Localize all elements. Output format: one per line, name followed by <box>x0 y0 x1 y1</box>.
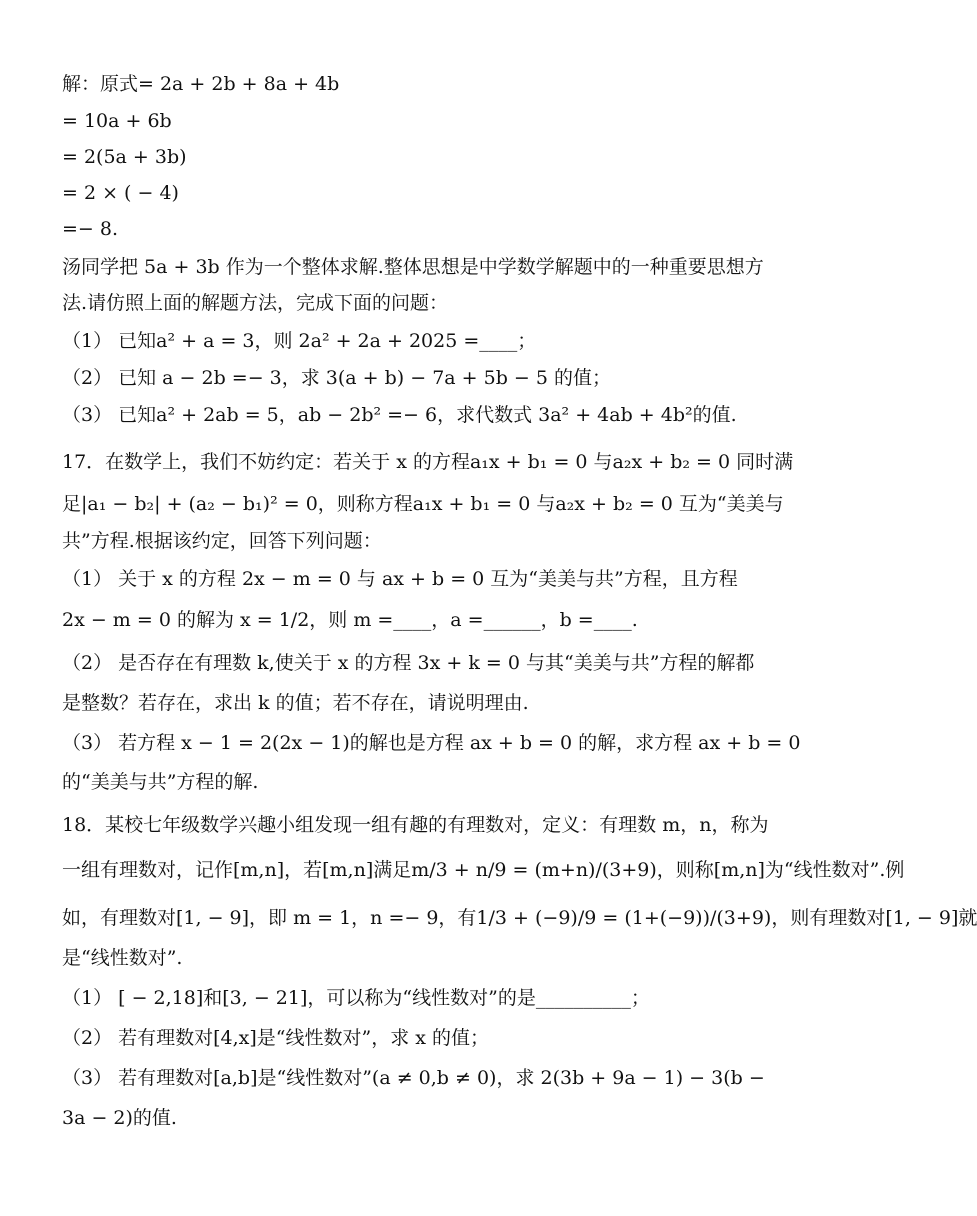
question-part: （3） 若有理数对[a,b]是“线性数对”(a ≠ 0,b ≠ 0)，求 2(3b + 9a − 1) − 3(b − <box>62 1067 765 1089</box>
text-line: 共”方程.根据该约定，回答下列问题： <box>62 530 382 552</box>
text-line: = 2 × ( − 4) <box>62 182 179 204</box>
text-line: 3a − 2)的值. <box>62 1107 177 1129</box>
text-line: 是“线性数对”. <box>62 947 183 969</box>
text-line: 一组有理数对，记作[m,n]，若[m,n]满足m/3 + n/9 = (m+n)/(3+9)，则称[m,n]为“线性数对”.例 <box>62 859 905 881</box>
question-part: （2） 已知 a − 2b =− 3，求 3(a + b) − 7a + 5b − 5 的值； <box>62 367 611 389</box>
question-part: （1） [ − 2,18]和[3, − 21]，可以称为“线性数对”的是__________； <box>62 987 650 1009</box>
text-line: =− 8. <box>62 218 119 240</box>
text-line: 的“美美与共”方程的解. <box>62 771 259 793</box>
question-part: （2） 是否存在有理数 k,使关于 x 的方程 3x + k = 0 与其“美美与共”方程的解都 <box>62 652 755 674</box>
text-line: 2x − m = 0 的解为 x = 1/2，则 m =____，a =______，b =____. <box>62 609 638 631</box>
text-line: 汤同学把 5a + 3b 作为一个整体求解.整体思想是中学数学解题中的一种重要思想方 <box>62 256 764 278</box>
question-part: （3） 已知a² + 2ab = 5，ab − 2b² =− 6，求代数式 3a² + 4ab + 4b²的值. <box>62 404 737 426</box>
text-line: = 10a + 6b <box>62 110 172 132</box>
text-line: 如，有理数对[1, − 9]，即 m = 1，n =− 9，有1/3 + (−9)/9 = (1+(−9))/(3+9)，则有理数对[1, − 9]就 <box>62 907 977 929</box>
text-line: 足|a₁ − b₂| + (a₂ − b₁)² = 0，则称方程a₁x + b₁ = 0 与a₂x + b₂ = 0 互为“美美与 <box>62 493 784 515</box>
text-line: 解：原式= 2a + 2b + 8a + 4b <box>62 73 340 95</box>
question-17: 17．在数学上，我们不妨约定：若关于 x 的方程a₁x + b₁ = 0 与a₂x + b₂ = 0 同时满 <box>62 451 794 473</box>
question-part: （1） 已知a² + a = 3，则 2a² + 2a + 2025 =____； <box>62 330 537 352</box>
question-part: （3） 若方程 x − 1 = 2(2x − 1)的解也是方程 ax + b = 0 的解，求方程 ax + b = 0 <box>62 732 801 754</box>
text-line: = 2(5a + 3b) <box>62 146 187 168</box>
text-line: 是整数？若存在，求出 k 的值；若不存在，请说明理由. <box>62 692 529 714</box>
text-line: 法.请仿照上面的解题方法，完成下面的问题： <box>62 292 449 314</box>
question-part: （2） 若有理数对[4,x]是“线性数对”，求 x 的值； <box>62 1027 490 1049</box>
question-18: 18．某校七年级数学兴趣小组发现一组有趣的有理数对，定义：有理数 m，n，称为 <box>62 814 769 836</box>
question-part: （1） 关于 x 的方程 2x − m = 0 与 ax + b = 0 互为“美美与共”方程，且方程 <box>62 568 738 590</box>
